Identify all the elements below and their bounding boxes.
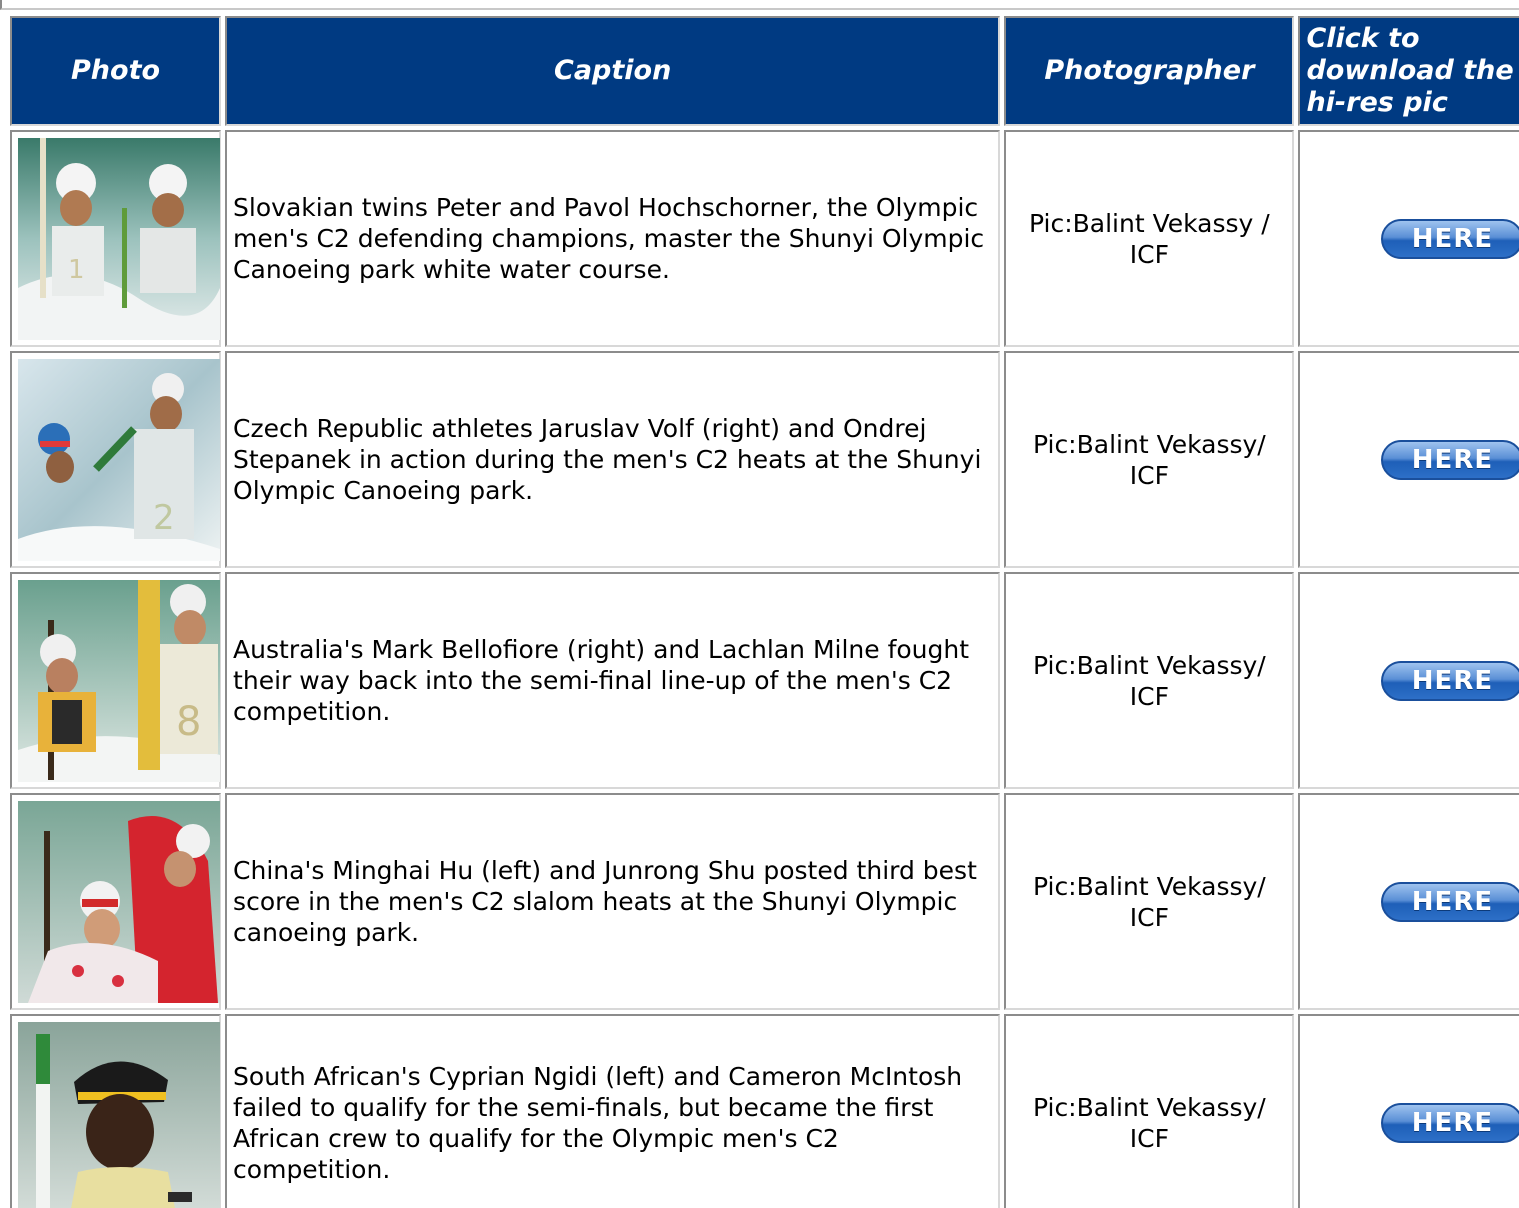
header-caption: Caption: [225, 16, 1000, 126]
download-cell: [1298, 572, 1519, 789]
photo-thumbnail[interactable]: [18, 1022, 220, 1208]
table-row: [10, 351, 1519, 568]
download-cell: [1298, 793, 1519, 1010]
here-download-button[interactable]: HERE: [1381, 882, 1519, 922]
photographer-cell: Pic:Balint Vekassy/ ICF: [1004, 351, 1294, 568]
here-download-button[interactable]: HERE: [1381, 440, 1519, 480]
caption-cell: Slovakian twins Peter and Pavol Hochschorner, the Olympic men's C2 defending champions, master the Shunyi Olympic Canoeing park white water course.: [225, 130, 1000, 347]
here-download-button[interactable]: HERE: [1381, 1103, 1519, 1143]
canoe-photo-image: [18, 801, 220, 1003]
here-download-button[interactable]: HERE: [1381, 661, 1519, 701]
canoe-photo-image: [18, 138, 220, 340]
photo-cell: [10, 351, 221, 568]
photo-thumbnail[interactable]: [18, 580, 220, 782]
download-cell: [1298, 1014, 1519, 1208]
canoe-photo-image: [18, 359, 220, 561]
header-photographer: Photographer: [1004, 16, 1294, 126]
caption-cell: China's Minghai Hu (left) and Junrong Shu posted third best score in the men's C2 slalom heats at the Shunyi Olympic canoeing park.: [225, 793, 1000, 1010]
photo-cell: [10, 1014, 221, 1208]
photo-cell: [10, 793, 221, 1010]
photo-table: [6, 12, 1519, 1208]
photographer-cell: Pic:Balint Vekassy / ICF: [1004, 130, 1294, 347]
table-row: [10, 130, 1519, 347]
photographer-cell: Pic:Balint Vekassy/ ICF: [1004, 572, 1294, 789]
photo-cell: [10, 572, 221, 789]
canoe-photo-image: [18, 1022, 220, 1208]
canoe-photo-image: [18, 580, 220, 782]
svg-text:2: 2: [153, 497, 175, 538]
photo-cell: [10, 130, 221, 347]
header-download: Click to download the hi-res pic: [1298, 16, 1519, 126]
table-row: [10, 1014, 1519, 1208]
svg-text:8: 8: [176, 698, 202, 745]
photographer-cell: Pic:Balint Vekassy/ ICF: [1004, 793, 1294, 1010]
photo-thumbnail[interactable]: [18, 138, 220, 340]
table-row: [10, 572, 1519, 789]
header-photo: Photo: [10, 16, 221, 126]
svg-text:1: 1: [68, 254, 85, 285]
here-download-button[interactable]: HERE: [1381, 219, 1519, 259]
download-cell: [1298, 130, 1519, 347]
caption-cell: South African's Cyprian Ngidi (left) and Cameron McIntosh failed to qualify for the semi-finals, but became the first African crew to qualify for the Olympic men's C2 competition.: [225, 1014, 1000, 1208]
photographer-cell: Pic:Balint Vekassy/ ICF: [1004, 1014, 1294, 1208]
photo-thumbnail[interactable]: [18, 359, 220, 561]
top-divider: [0, 0, 1519, 10]
header-row: [10, 16, 1519, 126]
download-cell: [1298, 351, 1519, 568]
caption-cell: Australia's Mark Bellofiore (right) and Lachlan Milne fought their way back into the semi-final line-up of the men's C2 competition.: [225, 572, 1000, 789]
table-row: [10, 793, 1519, 1010]
caption-cell: Czech Republic athletes Jaruslav Volf (right) and Ondrej Stepanek in action during the men's C2 heats at the Shunyi Olympic Canoeing park.: [225, 351, 1000, 568]
photo-thumbnail[interactable]: [18, 801, 220, 1003]
